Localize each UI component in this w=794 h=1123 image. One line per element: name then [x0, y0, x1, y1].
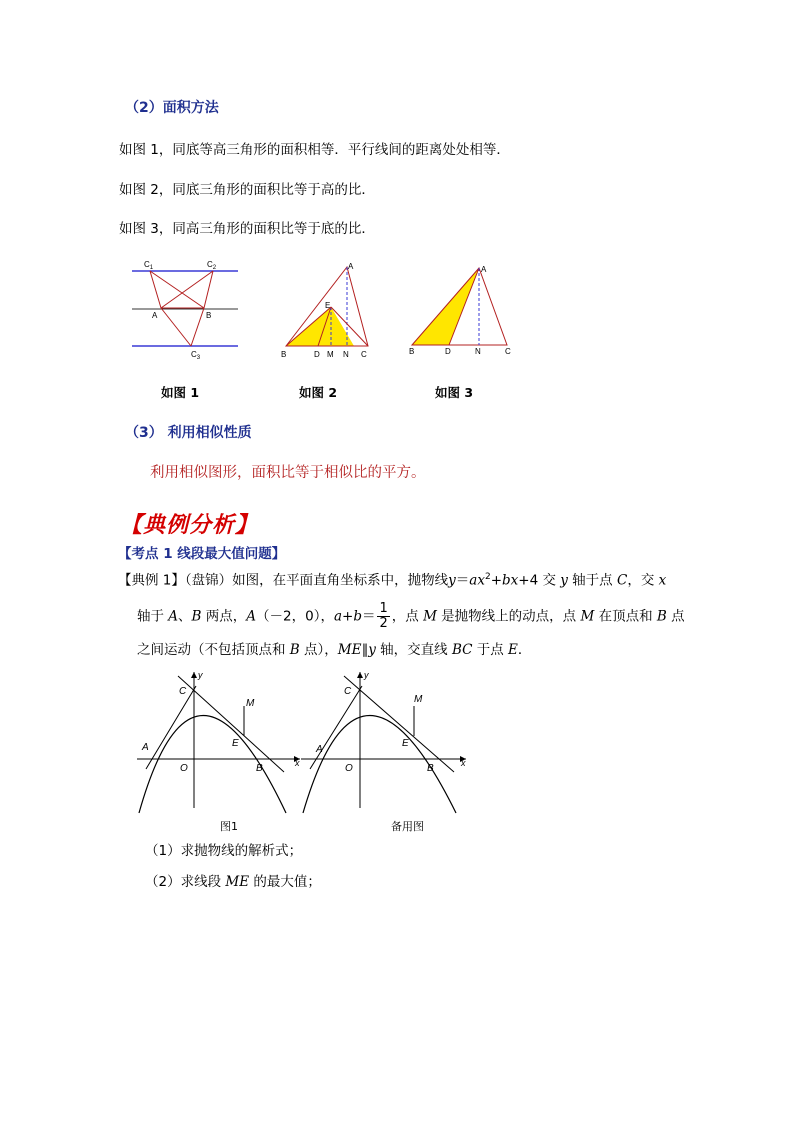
text-l3-d: 于点: [472, 642, 509, 658]
caption-figure-2: 如图 2: [299, 385, 338, 400]
label-c1: $C_1$: [144, 260, 154, 271]
parabola-graph-2: [298, 668, 472, 818]
caption-figure-3: 如图 3: [435, 385, 474, 400]
point-e: E: [508, 642, 518, 658]
label-c: C: [179, 686, 187, 697]
label-n: N: [475, 347, 481, 356]
text-l2-b: 两点，: [201, 608, 247, 625]
text-l2-start: 轴于: [137, 608, 169, 625]
frac-num: 1: [379, 601, 388, 616]
label-a: A: [481, 265, 487, 274]
label-b: B: [281, 350, 287, 359]
label-o: O: [345, 763, 353, 774]
label-a: A: [152, 311, 158, 320]
var-a: a: [333, 608, 343, 625]
label-e: E: [325, 301, 331, 310]
eq-tail: +4 交: [518, 572, 561, 589]
label-y: y: [364, 670, 369, 680]
label-y: y: [198, 670, 203, 680]
section-heading-similarity: （3） 利用相似性质: [125, 425, 252, 441]
label-c2: $C_2$: [207, 260, 217, 271]
label-o: O: [180, 763, 188, 774]
similarity-text: 利用相似图形，面积比等于相似比的平方。: [150, 465, 426, 481]
text-line-3: 如图 3，同高三角形的面积比等于底的比．: [119, 221, 375, 237]
parabola-graph-1: [134, 668, 306, 818]
exp-2: 2: [484, 572, 491, 582]
text-mid1: 轴于点: [567, 572, 617, 589]
plus-2: +: [342, 608, 354, 625]
point-a-2: A: [246, 608, 257, 625]
label-n: N: [343, 350, 349, 359]
question-1: （1）求抛物线的解析式；: [145, 843, 303, 859]
example-prefix: 【典例 1】（盘锦）如图，在平面直角坐标系中，抛物线: [118, 572, 449, 589]
label-d: D: [314, 350, 320, 359]
var-bx: bx: [502, 572, 519, 589]
var-y-axis: y: [560, 572, 568, 589]
label-a: A: [348, 262, 354, 271]
figure-1-diagram: [128, 258, 240, 362]
var-x-axis: x: [658, 572, 667, 589]
example-line-1: [118, 567, 666, 591]
point-b-2: B: [656, 608, 667, 625]
point-c: C: [616, 572, 628, 589]
text-l2-e: 在顶点和: [594, 608, 657, 625]
label-b: B: [256, 763, 263, 774]
point-a: A: [168, 608, 179, 625]
label-e: E: [402, 738, 409, 749]
figure-2-diagram: [280, 258, 372, 362]
q2-prefix: （2）求线段: [145, 874, 226, 890]
caption-figure-1: 如图 1: [161, 385, 200, 400]
text-l2-d: 是抛物线上的动点，点: [436, 608, 581, 625]
text-line-2: 如图 2，同底三角形的面积比等于高的比．: [119, 182, 375, 198]
label-a: A: [142, 742, 149, 753]
text-l2-c: ，点: [391, 608, 424, 625]
label-x: x: [461, 758, 466, 768]
point-b-3: B: [289, 642, 300, 658]
label-c: C: [361, 350, 367, 359]
fraction-one-half: [377, 602, 389, 631]
label-m: M: [246, 698, 255, 709]
label-d: D: [445, 347, 451, 356]
var-y-2: y: [368, 642, 376, 658]
label-b: B: [427, 763, 434, 774]
banner-typical-example: 【典例分析】: [120, 512, 259, 538]
text-l3-e: ．: [517, 642, 532, 658]
var-ax: ax: [469, 572, 485, 589]
question-2: [145, 872, 321, 892]
point-b: B: [191, 608, 202, 625]
parallel-sign: ∥: [361, 642, 369, 658]
label-e: E: [232, 738, 239, 749]
example-line-3: [137, 640, 531, 660]
eq-2: ＝: [361, 608, 376, 625]
label-m: M: [414, 694, 423, 705]
plus-sign: +: [490, 572, 502, 589]
label-c: C: [505, 347, 511, 356]
q2-me: ME: [225, 874, 250, 890]
label-c: C: [344, 686, 352, 697]
segment-me: ME: [337, 642, 362, 658]
q2-suffix: 的最大值；: [249, 874, 321, 890]
example-line-2: [137, 602, 685, 631]
text-l3-a: 之间运动（不包括顶点和: [137, 642, 290, 658]
var-b: b: [353, 608, 362, 625]
graph-caption-2: 备用图: [391, 820, 424, 833]
text-l3-c: 轴，交直线: [375, 642, 452, 658]
section-heading-area-method: （2）面积方法: [125, 100, 219, 116]
point-m-2: M: [580, 608, 595, 625]
eq-sign: ＝: [455, 572, 470, 589]
kaodian-heading: 【考点 1 线段最大值问题】: [118, 546, 286, 562]
figure-3-diagram: [406, 262, 518, 362]
frac-den: 2: [379, 616, 388, 631]
label-x: x: [295, 758, 300, 768]
label-m: M: [327, 350, 334, 359]
var-y: y: [448, 572, 456, 589]
sep: 、: [178, 608, 192, 625]
label-b: B: [206, 311, 212, 320]
text-mid2: ，交: [627, 572, 659, 589]
text-l3-b: 点），: [299, 642, 338, 658]
point-m: M: [423, 608, 437, 625]
line-bc: BC: [451, 642, 473, 658]
label-b: B: [409, 347, 415, 356]
text-line-1: 如图 1，同底等高三角形的面积相等．平行线间的距离处处相等．: [119, 142, 510, 158]
label-a: A: [316, 744, 323, 755]
graph-caption-1: 图1: [220, 820, 238, 833]
text-l2-f: 点: [666, 608, 685, 625]
coord-a: （－2，0），: [256, 608, 334, 625]
label-c3: $C_3$: [191, 350, 201, 361]
